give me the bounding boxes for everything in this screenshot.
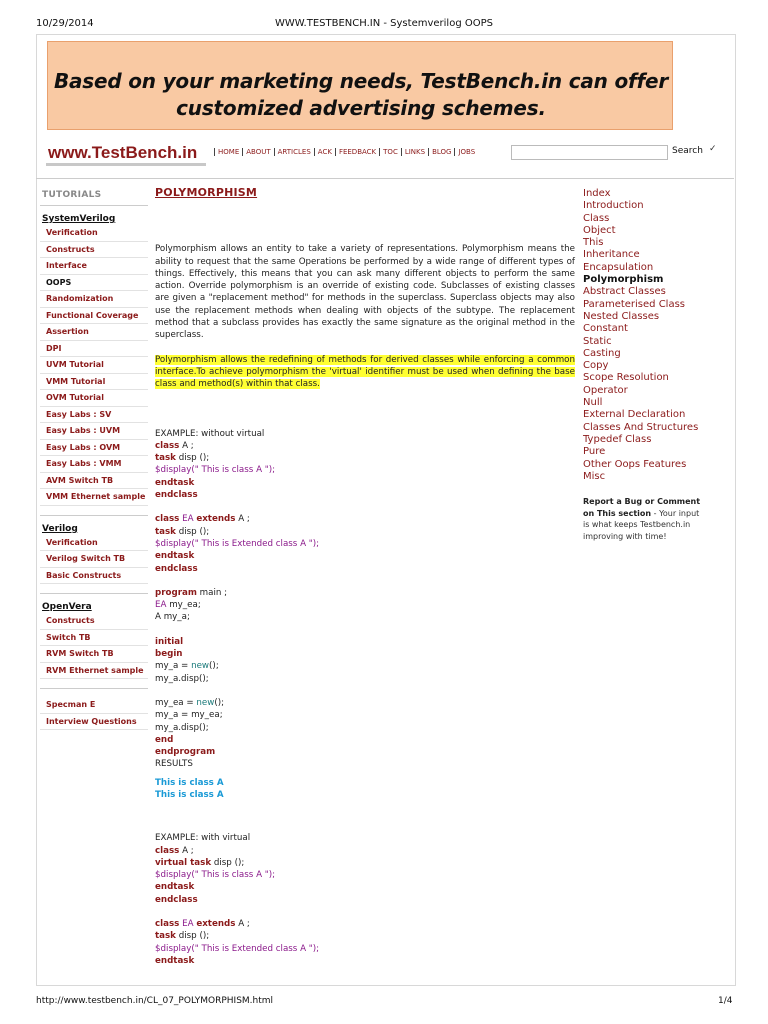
- sidebar-item[interactable]: Basic Constructs: [40, 568, 148, 585]
- sidebar-divider: [40, 584, 148, 594]
- right-nav-item[interactable]: Introduction: [583, 200, 644, 212]
- sidebar-divider: [40, 679, 148, 689]
- code-line: class EA extends A ;: [155, 514, 250, 525]
- print-title: WWW.TESTBENCH.IN - Systemverilog OOPS: [275, 18, 493, 29]
- search-label: Search: [672, 146, 703, 156]
- logo-underline: [46, 163, 206, 166]
- right-nav-item[interactable]: Copy: [583, 360, 609, 372]
- code-line: class EA extends A ;: [155, 919, 250, 930]
- nav-ack[interactable]: ACK: [314, 148, 335, 156]
- sidebar-group-systemverilog: [40, 214, 148, 516]
- print-header: [0, 0, 768, 28]
- code-line: initial: [155, 636, 184, 647]
- right-nav-item[interactable]: Parameterised Class: [583, 298, 686, 310]
- code-line: begin: [155, 649, 183, 660]
- right-nav-item[interactable]: Encapsulation: [583, 261, 654, 273]
- sidebar-item[interactable]: Assertion: [40, 324, 148, 341]
- nav-articles[interactable]: ARTICLES: [274, 148, 314, 156]
- code-line: class A ;: [155, 440, 194, 451]
- main-content: [155, 187, 575, 967]
- code-line: end: [155, 734, 174, 745]
- code-line: my_a.disp();: [155, 673, 209, 684]
- sidebar-item[interactable]: Randomization: [40, 291, 148, 308]
- sidebar-item[interactable]: Verification: [40, 535, 148, 552]
- sidebar-item[interactable]: DPI: [40, 341, 148, 358]
- right-nav-item[interactable]: Pure: [583, 446, 606, 458]
- sidebar-item[interactable]: Constructs: [40, 613, 148, 630]
- sidebar-item[interactable]: AVM Switch TB: [40, 473, 148, 490]
- right-nav: [583, 188, 713, 483]
- code-line: program main ;: [155, 587, 228, 598]
- code-line: endtask: [155, 955, 195, 966]
- ad-banner[interactable]: [47, 41, 673, 130]
- sidebar-item[interactable]: Easy Labs : OVM: [40, 440, 148, 457]
- ad-line-1: Based on your marketing needs, TestBench.in can offer: [53, 69, 669, 93]
- code-line: $display(" This is Extended class A ");: [155, 943, 320, 954]
- top-nav: [214, 148, 478, 156]
- code-line: my_a = my_ea;: [155, 710, 223, 721]
- sidebar-item[interactable]: Interface: [40, 258, 148, 275]
- sidebar-group-title[interactable]: SystemVerilog: [42, 214, 116, 224]
- sidebar-item[interactable]: Constructs: [40, 242, 148, 259]
- right-nav-item[interactable]: Classes And Structures: [583, 421, 699, 433]
- sidebar-divider: [40, 506, 148, 516]
- ad-line-2: customized advertising schemes.: [176, 96, 546, 120]
- right-nav-item[interactable]: Scope Resolution Operator: [583, 372, 669, 396]
- intro-paragraph: Polymorphism allows an entity to take a variety of representations. Polymorphism means the ability to request that the same Operations be performed by a wide range of different types of things. Effectively, this means that you can ask many different objects to perform the same action. Override polymorphism is an override of existing code. Subclasses of existing classes are given a "replacement method" for methods in the superclass. Superclass objects may also use the replacement methods when dealing with objects of the subtype. The replacement method that a subclass provides has exactly the same signature as the original method in the superclass.: [155, 244, 575, 341]
- nav-jobs[interactable]: JOBS: [454, 148, 478, 156]
- search-checkbox[interactable]: ✓: [709, 144, 717, 154]
- nav-blog[interactable]: BLOG: [428, 148, 454, 156]
- left-sidebar: [40, 186, 148, 730]
- right-nav-item[interactable]: Nested Classes: [583, 310, 660, 322]
- code-line: class A ;: [155, 845, 194, 856]
- results-label: RESULTS: [155, 759, 193, 770]
- highlighted-paragraph: [155, 354, 575, 391]
- sidebar-group-verilog: [40, 524, 148, 595]
- sidebar-item[interactable]: UVM Tutorial: [40, 357, 148, 374]
- result-line: This is class A: [155, 777, 224, 788]
- sidebar-item[interactable]: Verification: [40, 225, 148, 242]
- right-nav-item[interactable]: This: [583, 237, 604, 249]
- sidebar-item[interactable]: Switch TB: [40, 630, 148, 647]
- site-logo[interactable]: www.TestBench.in: [48, 143, 198, 162]
- sidebar-item[interactable]: VMM Ethernet sample: [40, 489, 148, 506]
- header-divider: [36, 178, 734, 179]
- sidebar-item[interactable]: OVM Tutorial: [40, 390, 148, 407]
- right-nav-item[interactable]: Constant: [583, 323, 628, 335]
- right-nav-item[interactable]: Abstract Classes: [583, 286, 666, 298]
- code-line: endtask: [155, 477, 195, 488]
- code-line: A my_a;: [155, 612, 190, 623]
- sidebar-heading: TUTORIALS: [40, 186, 148, 206]
- right-nav-item[interactable]: Object: [583, 224, 616, 236]
- sidebar-item[interactable]: RVM Ethernet sample: [40, 663, 148, 680]
- sidebar-item-active[interactable]: OOPS: [40, 275, 148, 292]
- sidebar-group-other: [40, 697, 148, 730]
- result-line: This is class A: [155, 789, 224, 800]
- code-line: task disp ();: [155, 526, 210, 537]
- report-bug-box: [583, 496, 708, 542]
- code-line: endprogram: [155, 747, 216, 758]
- sidebar-item[interactable]: Functional Coverage: [40, 308, 148, 325]
- sidebar-item[interactable]: Easy Labs : VMM: [40, 456, 148, 473]
- print-footer-page: 1/4: [718, 996, 733, 1006]
- nav-home[interactable]: HOME: [214, 148, 242, 156]
- right-nav-item[interactable]: Casting: [583, 347, 621, 359]
- sidebar-item[interactable]: Easy Labs : UVM: [40, 423, 148, 440]
- nav-about[interactable]: ABOUT: [242, 148, 273, 156]
- right-nav-item[interactable]: Inheritance: [583, 249, 640, 261]
- code-example-1: [155, 428, 575, 802]
- right-nav-item[interactable]: Typedef Class: [583, 433, 652, 445]
- right-nav-item[interactable]: External Declaration: [583, 409, 686, 421]
- sidebar-item[interactable]: Specman E: [40, 697, 148, 714]
- example-label: EXAMPLE: without virtual: [155, 428, 265, 439]
- code-line: endclass: [155, 563, 198, 574]
- right-nav-item[interactable]: Index: [583, 188, 611, 199]
- nav-feedback[interactable]: FEEDBACK: [335, 148, 379, 156]
- nav-links[interactable]: LINKS: [401, 148, 428, 156]
- sidebar-item[interactable]: Easy Labs : SV: [40, 407, 148, 424]
- sidebar-group-openvera: [40, 602, 148, 689]
- code-line: $display(" This is Extended class A ");: [155, 538, 320, 549]
- code-line: task disp ();: [155, 453, 210, 464]
- code-line: $display(" This is class A ");: [155, 870, 276, 881]
- code-example-2: [155, 832, 575, 967]
- code-line: task disp ();: [155, 931, 210, 942]
- sidebar-group-title[interactable]: Verilog: [42, 523, 78, 534]
- right-nav-item-active[interactable]: Polymorphism: [583, 274, 664, 286]
- code-line: EA my_ea;: [155, 600, 201, 611]
- code-line: my_a = new();: [155, 661, 219, 672]
- sidebar-item[interactable]: VMM Tutorial: [40, 374, 148, 391]
- code-line: $display(" This is class A ");: [155, 465, 276, 476]
- right-nav-item[interactable]: Null: [583, 397, 603, 409]
- right-nav-item[interactable]: Misc: [583, 470, 606, 482]
- code-line: my_a.disp();: [155, 722, 209, 733]
- sidebar-item[interactable]: Verilog Switch TB: [40, 551, 148, 568]
- report-text: - Your input is what keeps Testbench.in improving with time!: [583, 508, 700, 541]
- code-line: virtual task disp ();: [155, 857, 245, 868]
- code-line: endtask: [155, 551, 195, 562]
- search-input[interactable]: [511, 145, 668, 160]
- sidebar-item[interactable]: RVM Switch TB: [40, 646, 148, 663]
- page-title: POLYMORPHISM: [155, 186, 258, 199]
- nav-toc[interactable]: TOC: [379, 148, 401, 156]
- code-line: my_ea = new();: [155, 697, 225, 708]
- print-footer-url: http://www.testbench.in/CL_07_POLYMORPHISM.html: [36, 996, 274, 1006]
- code-line: endtask: [155, 882, 195, 893]
- right-nav-item[interactable]: Other Oops Features: [583, 458, 687, 470]
- sidebar-group-title[interactable]: OpenVera: [42, 602, 92, 612]
- print-date: 10/29/2014: [36, 18, 94, 29]
- report-bug-link[interactable]: Report a Bug or Comment on This section: [583, 497, 701, 518]
- code-line: endclass: [155, 490, 198, 501]
- right-nav-item[interactable]: Class: [583, 212, 610, 224]
- right-nav-item[interactable]: Static: [583, 335, 612, 347]
- example-label: EXAMPLE: with virtual: [155, 833, 251, 844]
- ad-text: [48, 68, 674, 122]
- highlight-text: Polymorphism allows the redefining of methods for derived classes while enforcing a common interface.To achieve polymorphism the 'virtual' identifier must be used when defining the base class and method(s) within that class.: [155, 354, 575, 390]
- sidebar-item[interactable]: Interview Questions: [40, 714, 148, 731]
- code-line: endclass: [155, 894, 198, 905]
